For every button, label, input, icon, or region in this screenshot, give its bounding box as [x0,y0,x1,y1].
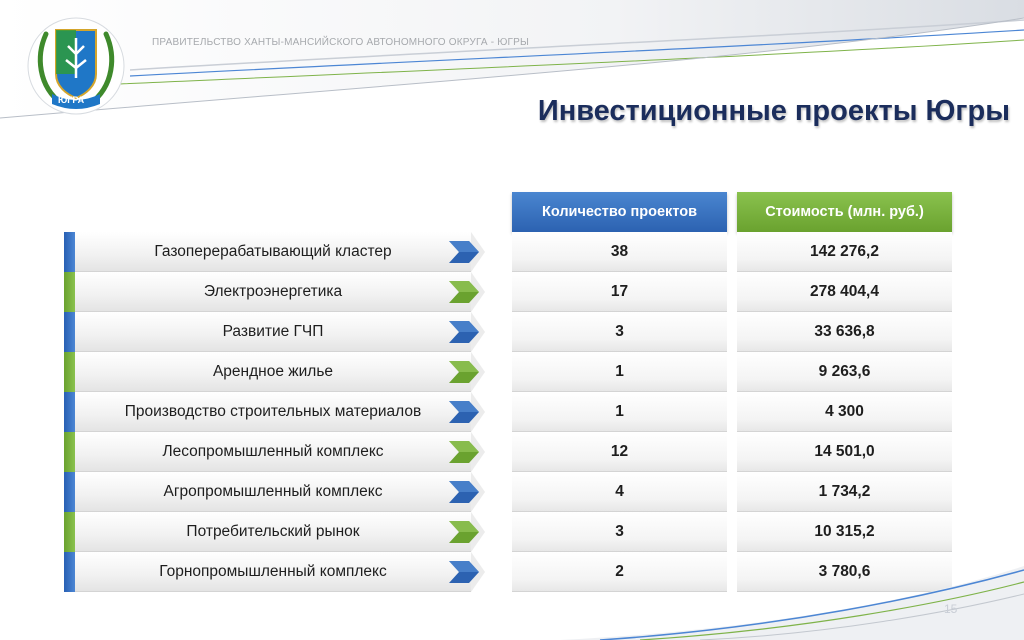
row-accent [64,232,75,272]
page-number: 15 [944,602,958,616]
chevron-right-icon [447,479,481,505]
row-cost: 10 315,2 [737,512,952,552]
row-cost: 142 276,2 [737,232,952,272]
row-label: Производство строительных материалов [75,392,471,432]
row-accent [64,472,75,512]
row-count: 1 [512,352,727,392]
row-accent [64,312,75,352]
chevron-right-icon [447,399,481,425]
row-cost: 9 263,6 [737,352,952,392]
row-count: 4 [512,472,727,512]
row-accent [64,432,75,472]
row-label: Агропромышленный комплекс [75,472,471,512]
row-label: Лесопромышленный комплекс [75,432,471,472]
emblem-label: ЮГРА [58,95,85,105]
row-count: 12 [512,432,727,472]
organization-name: ПРАВИТЕЛЬСТВО ХАНТЫ-МАНСИЙСКОГО АВТОНОМНОГО ОКРУГА - ЮГРЫ [152,37,530,48]
row-count: 1 [512,392,727,432]
chevron-right-icon [447,279,481,305]
table-row [64,232,964,272]
column-header-count: Количество проектов [512,192,727,232]
footer-swoosh [0,530,1024,640]
table-row [64,392,964,432]
row-cost: 4 300 [737,392,952,432]
chevron-right-icon [447,319,481,345]
column-header-cost: Стоимость (млн. руб.) [737,192,952,232]
row-count: 3 [512,312,727,352]
row-cost: 1 734,2 [737,472,952,512]
row-accent [64,392,75,432]
row-label: Потребительский рынок [75,512,471,552]
row-label: Горнопромышленный комплекс [75,552,471,592]
row-label: Газоперерабатывающий кластер [75,232,471,272]
row-count: 2 [512,552,727,592]
table-row [64,312,964,352]
chevron-right-icon [447,439,481,465]
row-cost: 278 404,4 [737,272,952,312]
row-accent [64,272,75,312]
row-label: Арендное жилье [75,352,471,392]
row-cost: 14 501,0 [737,432,952,472]
page-title: Инвестиционные проекты Югры [537,95,1010,127]
row-cost: 3 780,6 [737,552,952,592]
row-accent [64,352,75,392]
table-row [64,352,964,392]
row-cost: 33 636,8 [737,312,952,352]
chevron-right-icon [447,239,481,265]
row-count: 17 [512,272,727,312]
table-row [64,472,964,512]
table-row [64,432,964,472]
row-label: Электроэнергетика [75,272,471,312]
row-label: Развитие ГЧП [75,312,471,352]
chevron-right-icon [447,359,481,385]
row-count: 38 [512,232,727,272]
row-count: 3 [512,512,727,552]
table-row [64,272,964,312]
